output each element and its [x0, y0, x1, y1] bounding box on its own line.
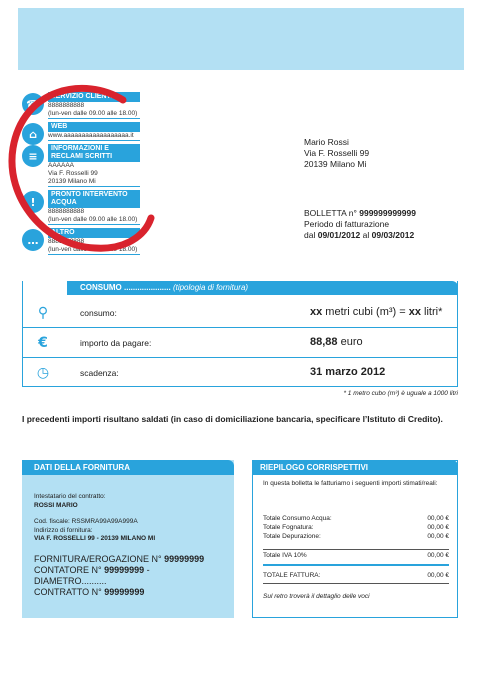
consumption-tab-hint: (tipologia di fornitura) [172, 283, 249, 292]
contact-title: INFORMAZIONI E RECLAMI SCRITTI [48, 144, 140, 162]
paid-note: I precedenti importi risultano saldati (in caso di domiciliazione bancaria, specificare l’Istituto di Credito). [22, 414, 443, 424]
contact-title: SERVIZIO CLIENTI [48, 92, 140, 102]
recipient-city: 20139 Milano Mi [304, 159, 367, 169]
recipient-street: Via F. Rosselli 99 [304, 148, 370, 158]
contact-line: (lun-ven dalle 09.00 alle 18.00) [48, 246, 140, 255]
consumption-row [22, 298, 458, 328]
contacts-column [22, 92, 140, 258]
consumption-row-label: consumo: [80, 308, 117, 318]
contact-line: 8888888888 [48, 208, 85, 215]
period-from: 09/01/2012 [317, 230, 361, 240]
consumption-row-value [310, 336, 363, 348]
value-text: euro [337, 336, 363, 348]
supply-title: DATI DELLA FORNITURA [22, 460, 234, 475]
supply-number-label: FORNITURA/EROGAZIONE N° [34, 553, 162, 564]
contact-line: 20139 Milano Mi [48, 178, 140, 187]
contact-line: AAAAAA [48, 162, 75, 169]
summary-row-label: Totale Depurazione: [263, 533, 321, 540]
summary-footer: Sul retro troverà il dettaglio delle voci [263, 593, 370, 600]
clock-icon: ◷ [36, 365, 50, 381]
contact-line: (lun-ven dalle 09.00 alle 18.00) [48, 110, 140, 119]
contract-label: CONTRATTO N° [34, 586, 102, 597]
iva-value: 00,00 € [427, 552, 449, 559]
consumption-row-value [310, 306, 442, 318]
consumption-footnote: * 1 metro cubo (m³) è uguale a 1000 litri [343, 390, 458, 397]
bill-info [304, 208, 416, 241]
contact-title: PRONTO INTERVENTO ACQUA [48, 190, 140, 208]
contact-line: (lun-ven dalle 09.00 alle 18.00) [48, 216, 140, 225]
consumption-row [22, 328, 458, 358]
mouse-icon: ⌂ [22, 123, 44, 145]
summary-intro: In questa bolletta le fatturiamo i seguenti importi stimati/reali: [263, 480, 438, 487]
phone-icon: ☎ [22, 93, 44, 115]
euro-icon: € [38, 335, 48, 351]
total-value: 00,00 € [427, 572, 449, 579]
value-bold-2: xx [408, 306, 421, 318]
contact-title: WEB [48, 122, 140, 132]
iva-label: Totale IVA 10% [263, 552, 307, 559]
summary-row-value: 00,00 € [427, 533, 449, 540]
summary-panel [252, 460, 458, 618]
summary-row [263, 524, 449, 532]
summary-iva-row [263, 552, 449, 560]
supply-number-line [34, 554, 222, 565]
consumption-tab-dots: ..................... [124, 283, 171, 292]
bill-number-label: BOLLETTA n° [304, 208, 357, 218]
billing-period [304, 230, 416, 241]
tax-code: Cod. fiscale: RSSMRA99A99A999A [34, 518, 138, 525]
contact-block [22, 122, 140, 141]
period-to: 09/03/2012 [371, 230, 415, 240]
meter-label: CONTATORE N° [34, 564, 102, 575]
consumption-row-label: importo da pagare: [80, 338, 152, 348]
consumption-row-value [310, 366, 385, 378]
contact-line: 8888888888 [48, 238, 85, 245]
recipient-name: Mario Rossi [304, 137, 349, 147]
holder-label: Intestatario del contratto: [34, 493, 106, 500]
contact-line: Via F. Rosselli 99 [48, 170, 98, 177]
meter-line [34, 565, 222, 587]
billing-period-label: Periodo di fatturazione [304, 219, 390, 229]
period-to-label: al [362, 230, 370, 240]
consumption-row [22, 358, 458, 388]
summary-title: RIEPILOGO CORRISPETTIVI [252, 460, 458, 475]
contact-block [22, 190, 140, 225]
summary-row-value: 00,00 € [427, 515, 449, 522]
summary-total-row [263, 572, 449, 580]
recipient-address [304, 137, 369, 170]
header-banner [18, 8, 464, 70]
summary-row-label: Totale Fognatura: [263, 524, 314, 531]
consumption-row-label: scadenza: [80, 368, 119, 378]
supply-panel [22, 460, 234, 618]
summary-row [263, 515, 449, 523]
summary-total-underline [263, 583, 449, 584]
value-bold: xx [310, 306, 323, 318]
bill-number-line [304, 208, 416, 219]
contract-line [34, 587, 222, 598]
value-tail: litri* [420, 306, 443, 318]
contract-number: 99999999 [104, 586, 145, 597]
summary-row-label: Totale Consumo Acqua: [263, 515, 332, 522]
value-text: metri cubi (m³) = [322, 306, 409, 318]
faucet-icon: ⚲ [37, 305, 49, 321]
summary-row-value: 00,00 € [427, 524, 449, 531]
supply-address: VIA F. ROSSELLI 99 - 20139 MILANO MI [34, 535, 156, 542]
summary-total-divider [263, 564, 449, 566]
consumption-tab-label: CONSUMO [80, 283, 122, 292]
contact-line: www.aaaaaaaaaaaaaaaaaa.it [48, 132, 140, 141]
consumption-tab-title [80, 283, 248, 292]
value-bold: 88,88 [310, 336, 338, 348]
value-bold: 31 marzo 2012 [310, 366, 386, 378]
consumption-tab [22, 281, 458, 295]
address-label: Indirizzo di fornitura: [34, 526, 93, 534]
contact-line: 8888888888 [48, 102, 85, 109]
supply-number: 99999999 [164, 553, 205, 564]
more-icon: … [22, 229, 44, 251]
contact-block [22, 228, 140, 255]
meter-diameter: - DIAMETRO.......... [34, 564, 150, 586]
summary-row [263, 533, 449, 541]
summary-divider [263, 549, 449, 550]
holder-name: ROSSI MARIO [34, 501, 78, 509]
document-icon: ≡ [22, 145, 44, 167]
contact-block [22, 92, 140, 119]
contact-title: ALTRO [48, 228, 140, 238]
meter-number: 99999999 [104, 564, 145, 575]
period-from-label: dal [304, 230, 316, 240]
contact-block [22, 144, 140, 187]
alert-icon: ! [22, 191, 44, 213]
bill-number: 999999999999 [359, 208, 416, 218]
total-label: TOTALE FATTURA: [263, 572, 321, 579]
